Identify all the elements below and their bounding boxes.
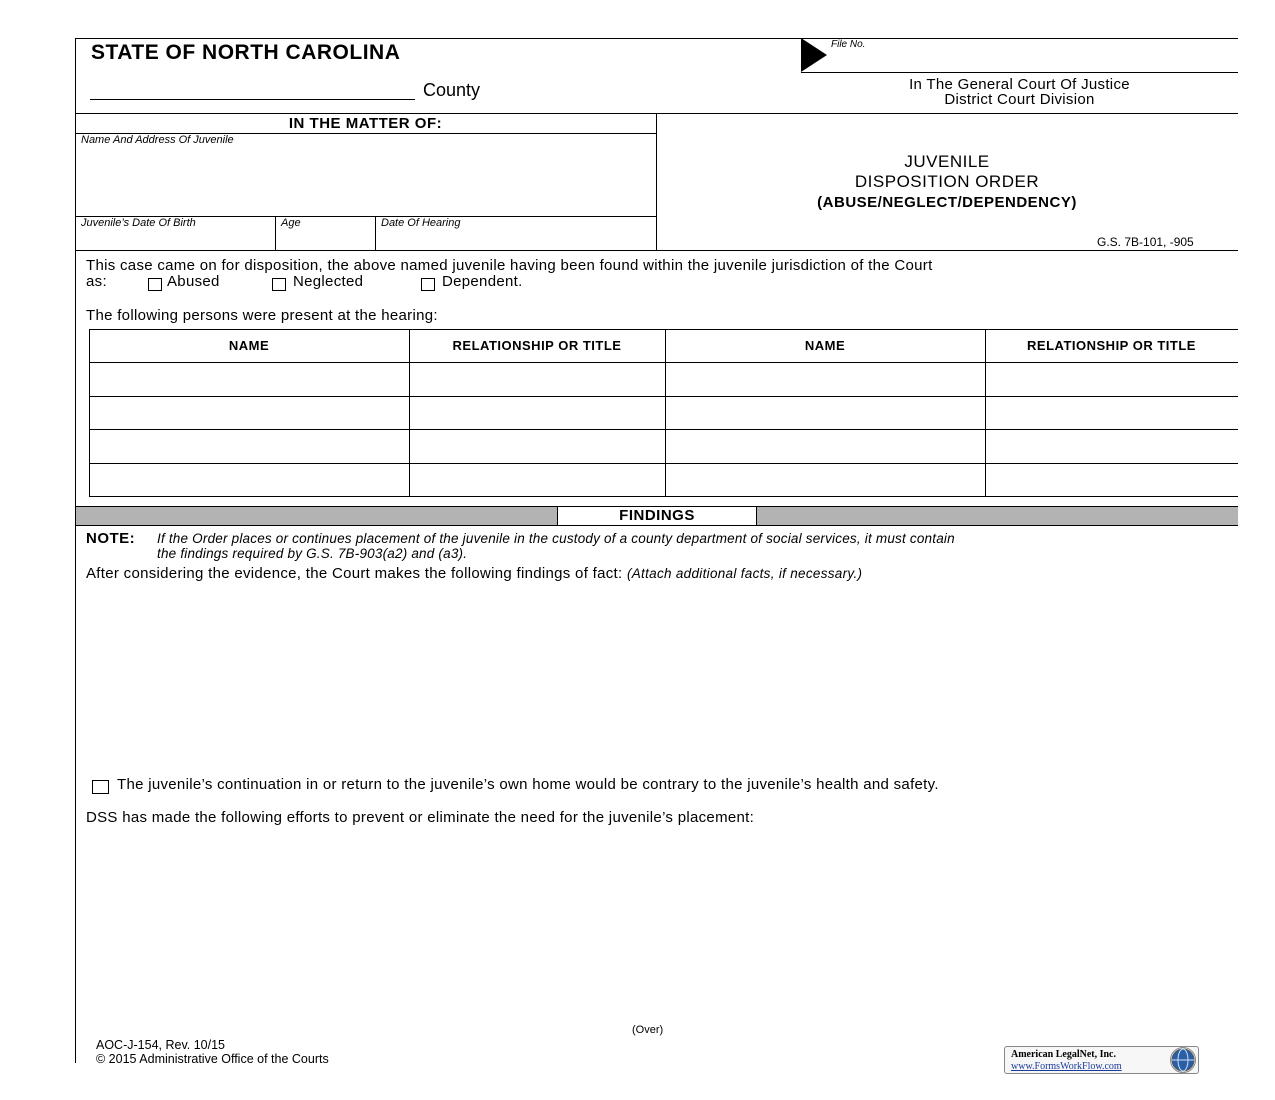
table-cell-input[interactable] (94, 401, 404, 425)
findings-of-fact-label: After considering the evidence, the Court makes the following findings of fact: (86, 565, 623, 582)
table-cell-input[interactable] (990, 434, 1233, 458)
table-cell-input[interactable] (990, 468, 1233, 492)
file-no-underline (801, 72, 1238, 73)
table-cell-input[interactable] (94, 367, 404, 391)
intro-as-label: as: (86, 273, 107, 290)
table-cell-input[interactable] (414, 468, 660, 492)
form-id: AOC-J-154, Rev. 10/15 (96, 1038, 225, 1052)
table-cell-input[interactable] (670, 434, 980, 458)
dependent-label: Dependent. (442, 273, 523, 290)
age-input[interactable] (280, 232, 370, 248)
table-cell-input[interactable] (94, 468, 404, 492)
contrary-welfare-checkbox[interactable] (92, 780, 109, 794)
header-name-2: NAME (804, 338, 846, 353)
hearing-date-label: Date Of Hearing (381, 217, 461, 229)
court-line-2: District Court Division (944, 91, 1095, 108)
table-cell-input[interactable] (670, 367, 980, 391)
contrary-welfare-text: The juvenile’s continuation in or return to the juvenile’s own home would be contrary to the juvenile’s health and safety. (117, 776, 939, 793)
dss-efforts-input[interactable] (86, 832, 1231, 1012)
statute-reference: G.S. 7B-101, -905 (1097, 235, 1194, 249)
intro-text: This case came on for disposition, the above named juvenile having been found within the juvenile jurisdiction of the Court (86, 257, 933, 274)
table-cell-input[interactable] (94, 434, 404, 458)
note-label: NOTE: (86, 530, 136, 547)
hearing-date-input[interactable] (380, 232, 650, 248)
findings-heading: FINDINGS (557, 506, 757, 526)
dob-input[interactable] (80, 232, 270, 248)
table-cell-input[interactable] (414, 434, 660, 458)
header-relationship-1: RELATIONSHIP OR TITLE (452, 338, 622, 353)
state-title: STATE OF NORTH CAROLINA (91, 41, 401, 64)
form-top-border (75, 38, 1238, 39)
form-title-disposition: DISPOSITION ORDER (854, 172, 1040, 191)
note-text-1: If the Order places or continues placement of the juvenile in the custody of a county department of social services, it must contain (157, 531, 955, 546)
dss-efforts-text: DSS has made the following efforts to prevent or eliminate the need for the juvenile’s placement: (86, 809, 755, 826)
logo-url: www.FormsWorkFlow.com (1011, 1061, 1122, 1072)
court-line-1: In The General Court Of Justice (909, 76, 1130, 93)
name-address-input[interactable] (80, 150, 650, 212)
copyright: © 2015 Administrative Office of the Courts (96, 1052, 329, 1066)
present-label: The following persons were present at the hearing: (86, 307, 438, 324)
file-no-arrow-icon (801, 38, 827, 72)
over-label: (Over) (632, 1024, 664, 1036)
dob-label: Juvenile’s Date Of Birth (81, 217, 196, 229)
age-divider (375, 216, 376, 250)
findings-of-fact-input[interactable] (86, 588, 1231, 768)
attach-note: (Attach additional facts, if necessary.) (626, 566, 863, 581)
legalnet-logo[interactable] (1004, 1046, 1199, 1074)
matter-heading: IN THE MATTER OF: (288, 115, 443, 132)
table-cell-input[interactable] (670, 401, 980, 425)
header-relationship-2: RELATIONSHIP OR TITLE (1027, 338, 1196, 353)
file-no-input[interactable] (880, 50, 1230, 68)
file-no-label: File No. (831, 39, 866, 50)
dependent-checkbox[interactable] (421, 278, 435, 291)
matter-bottom-line (75, 250, 1238, 251)
table-cell-input[interactable] (990, 401, 1233, 425)
table-cell-input[interactable] (414, 401, 660, 425)
form-title-juvenile: JUVENILE (904, 152, 990, 171)
neglected-checkbox[interactable] (272, 278, 286, 291)
logo-company-name: American LegalNet, Inc. (1011, 1049, 1116, 1060)
form-subtitle: (ABUSE/NEGLECT/DEPENDENCY) (817, 194, 1077, 211)
table-cell-input[interactable] (990, 367, 1233, 391)
findings-of-fact-text (86, 565, 862, 582)
note-text-2: the findings required by G.S. 7B-903(a2) and (a3). (157, 546, 468, 561)
dob-divider (275, 216, 276, 250)
county-label: County (423, 80, 481, 100)
name-address-label: Name And Address Of Juvenile (81, 134, 234, 146)
neglected-label: Neglected (293, 273, 364, 290)
globe-icon (1170, 1047, 1196, 1073)
county-input[interactable] (90, 82, 415, 100)
form-left-border (75, 38, 76, 1063)
abused-label: Abused (167, 273, 220, 290)
table-cell-input[interactable] (670, 468, 980, 492)
table-cell-input[interactable] (414, 367, 660, 391)
age-label: Age (281, 217, 301, 229)
abused-checkbox[interactable] (148, 278, 162, 291)
header-name-1: NAME (228, 338, 270, 353)
